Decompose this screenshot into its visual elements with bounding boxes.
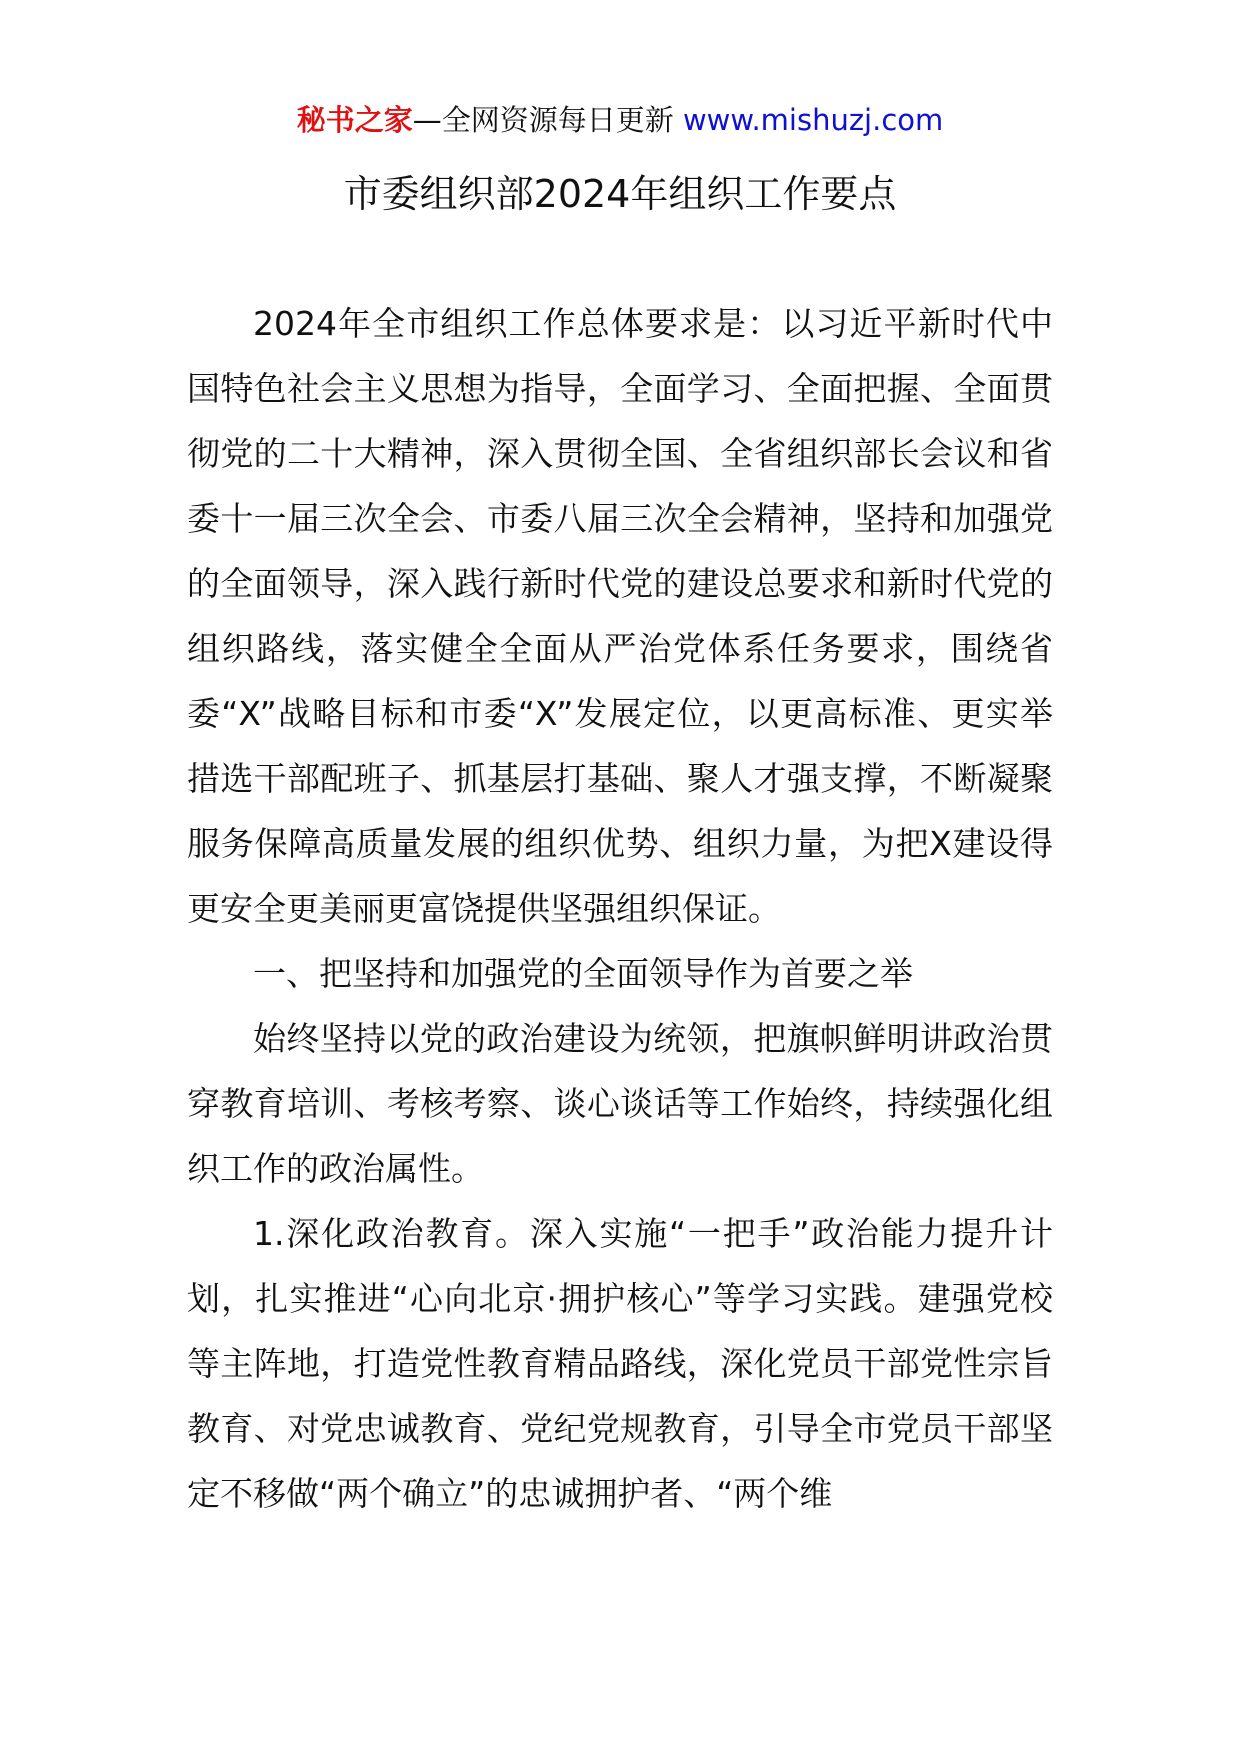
section-heading-1: 一、把坚持和加强党的全面领导作为首要之举	[253, 954, 913, 993]
brand-name: 秘书之家	[296, 103, 413, 137]
site-url[interactable]: www.mishuzj.com	[682, 103, 944, 137]
document-title: 市委组织部2024年组织工作要点	[343, 172, 897, 216]
paragraph-item-1: 1.深化政治教育。深入实施“一把手”政治能力提升计划，扎实推进“心向北京·拥护核心”等学习实践。建强党校等主阵地，打造党性教育精品路线，深化党员干部党性宗旨教育、对党忠诚教育、党纪党规教育，引导全市党员干部坚定不移做“两个确立”的忠诚拥护者、“两个维	[187, 1214, 1053, 1513]
paragraph-overall-requirements: 2024年全市组织工作总体要求是：以习近平新时代中国特色社会主义思想为指导，全面学习、全面把握、全面贯彻党的二十大精神，深入贯彻全国、全省组织部长会议和省委十一届三次全会、市委八届三次全会精神，坚持和加强党的全面领导，深入践行新时代党的建设总要求和新时代党的组织路线，落实健全全面从严治党体系任务要求，围绕省委“X”战略目标和市委“X”发展定位，以更高标准、更实举措选干部配班子、抓基层打基础、聚人才强支撑，不断凝聚服务保障高质量发展的组织优势、组织力量，为把X建设得更安全更美丽更富饶提供坚强组织保证。	[187, 304, 1053, 928]
document-body	[187, 291, 1053, 1526]
header-slogan: —全网资源每日更新	[412, 103, 674, 137]
site-header	[0, 100, 1240, 140]
paragraph-section-1-intro: 始终坚持以党的政治建设为统领，把旗帜鲜明讲政治贯穿教育培训、考核考察、谈心谈话等工作始终，持续强化组织工作的政治属性。	[187, 1019, 1053, 1188]
